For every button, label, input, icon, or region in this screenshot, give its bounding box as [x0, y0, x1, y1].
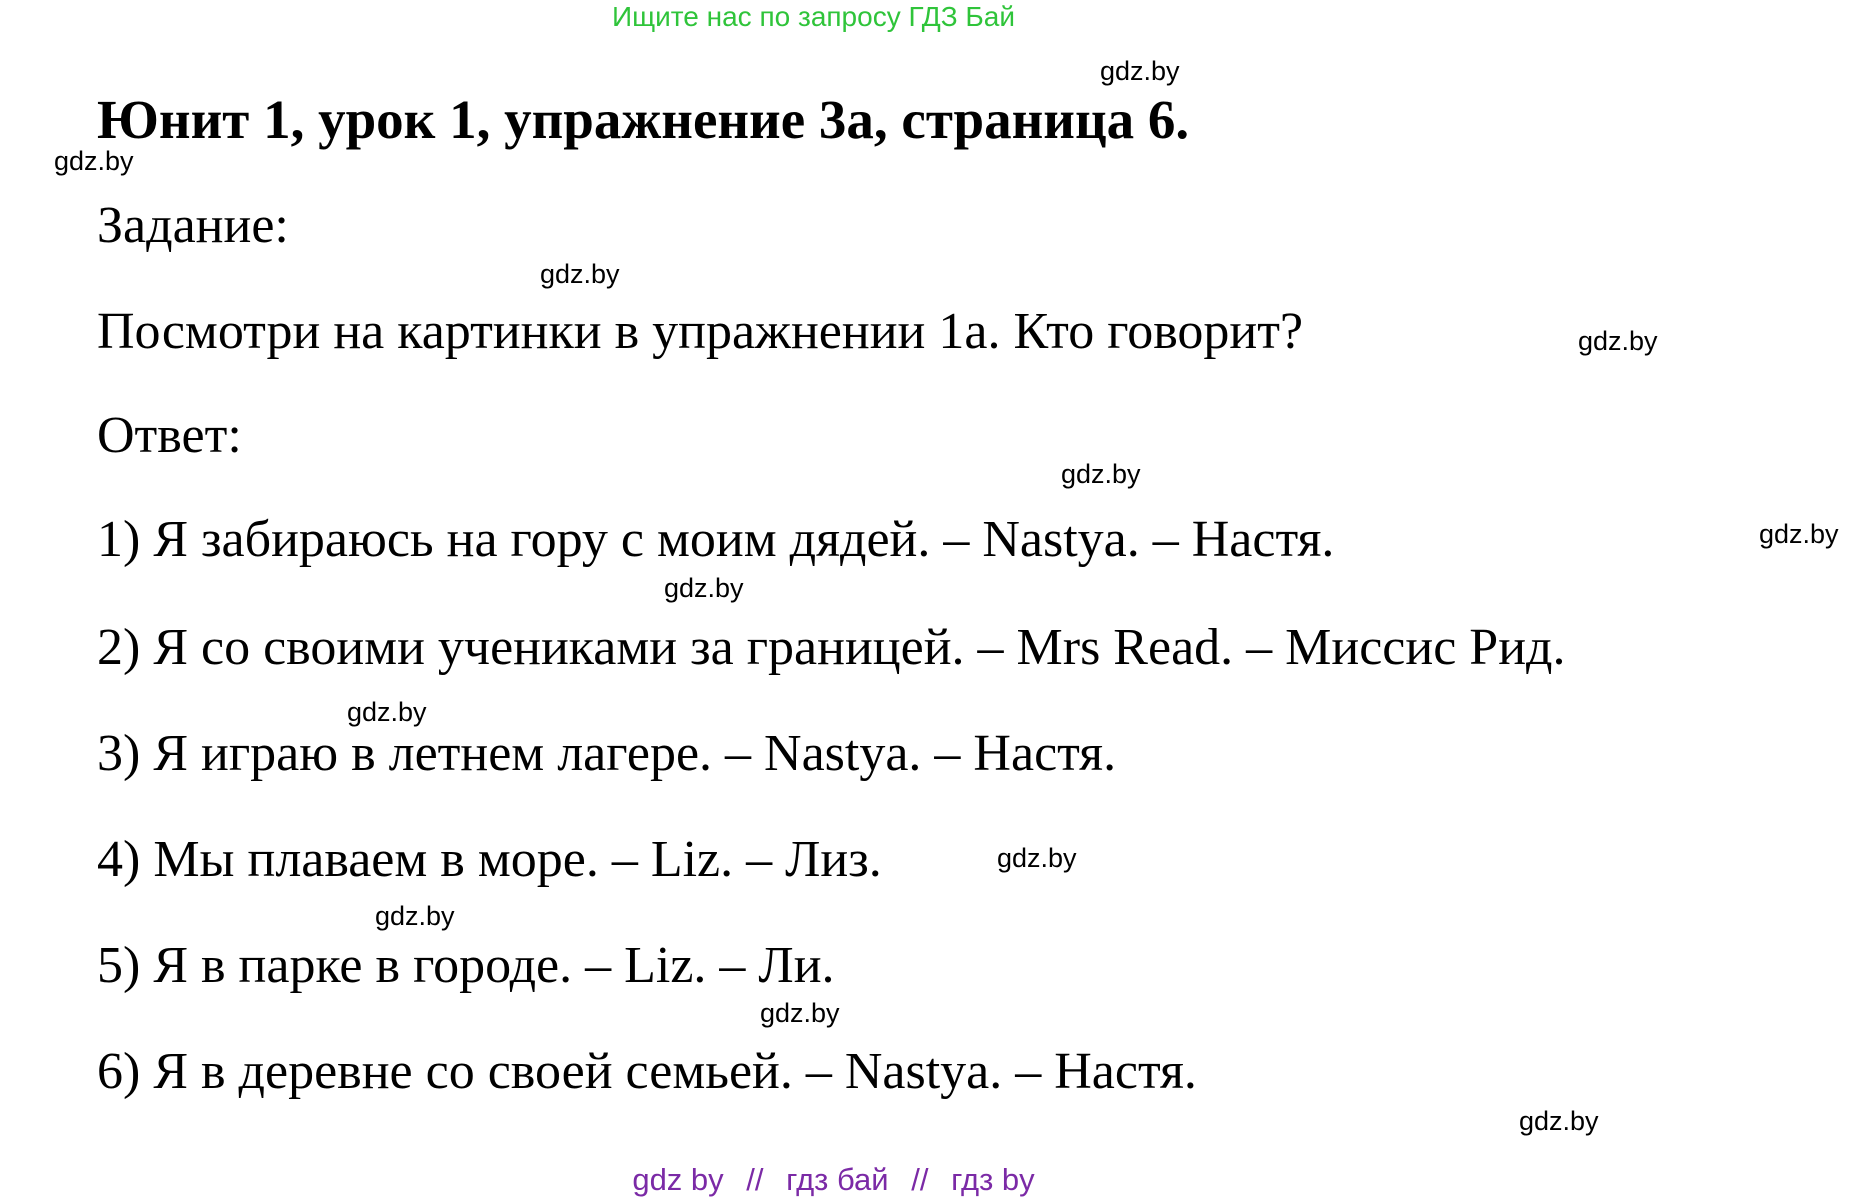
watermark: gdz.by [1519, 1106, 1599, 1136]
task-text: Посмотри на картинки в упражнении 1а. Кто говорит? [97, 303, 1304, 360]
footer-separator: // [746, 1162, 764, 1197]
answer-item-6: 6) Я в деревне со своей семьей. – Nastya. – Настя. [97, 1043, 1197, 1100]
answer-item-1: 1) Я забираюсь на гору с моим дядей. – Nastya. – Настя. [97, 511, 1335, 568]
footer-link-gdz-by-cyr[interactable]: гдз by [951, 1162, 1035, 1197]
watermark: gdz.by [1061, 459, 1141, 489]
footer-separator: // [911, 1162, 929, 1197]
watermark: gdz.by [540, 259, 620, 289]
answer-label: Ответ: [97, 407, 242, 464]
footer-link-gdz-by[interactable]: gdz by [632, 1162, 724, 1197]
answer-item-4: 4) Мы плаваем в море. – Liz. – Лиз. [97, 831, 882, 888]
footer-links [0, 1162, 1767, 1198]
watermark: gdz.by [1759, 519, 1839, 549]
task-label: Задание: [97, 197, 289, 254]
page-title: Юнит 1, урок 1, упражнение 3а, страница 6. [97, 89, 1190, 150]
search-banner[interactable]: Ищите нас по запросу ГДЗ Бай [611, 1, 1016, 32]
watermark: gdz.by [375, 901, 455, 931]
watermark: gdz.by [997, 843, 1077, 873]
watermark: gdz.by [760, 998, 840, 1028]
answer-item-3: 3) Я играю в летнем лагере. – Nastya. – Настя. [97, 725, 1117, 782]
watermark: gdz.by [1100, 56, 1180, 86]
answer-item-5: 5) Я в парке в городе. – Liz. – Ли. [97, 937, 835, 994]
answer-item-2: 2) Я со своими учениками за границей. – Mrs Read. – Миссис Рид. [97, 619, 1566, 676]
watermark: gdz.by [1578, 326, 1658, 356]
watermark: gdz.by [347, 697, 427, 727]
footer-link-gdz-bai[interactable]: гдз бай [786, 1162, 889, 1197]
watermark: gdz.by [664, 573, 744, 603]
watermark: gdz.by [54, 146, 134, 176]
